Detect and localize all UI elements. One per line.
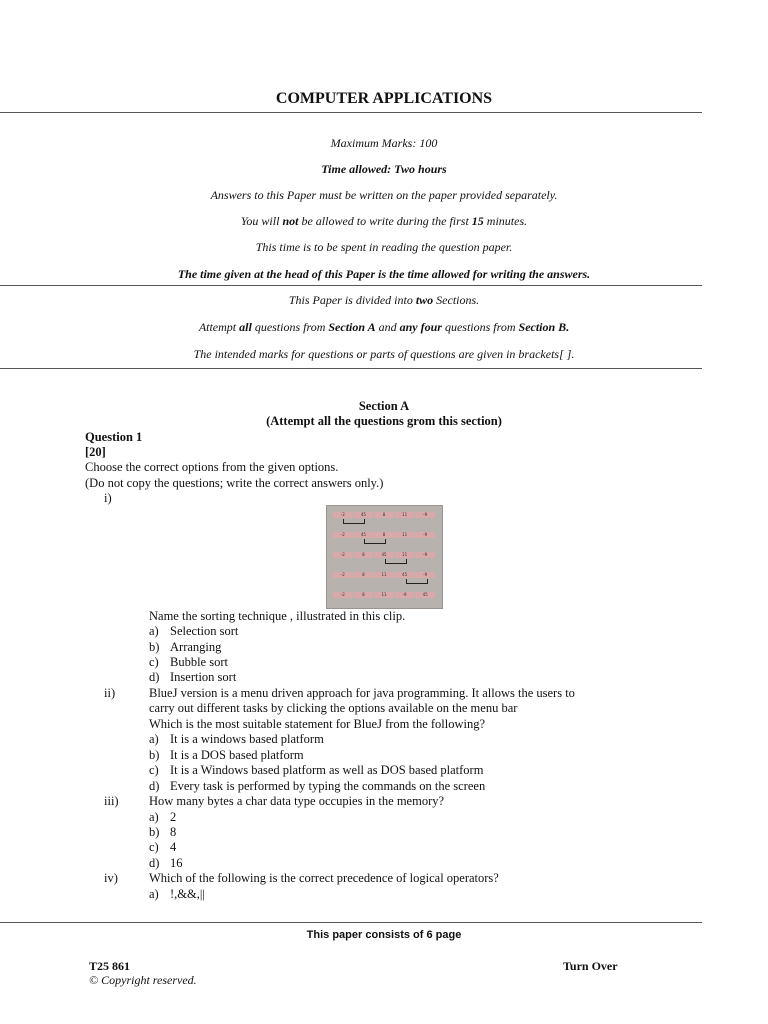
- clip-cell: 8: [354, 552, 375, 558]
- clip-cell: 8: [354, 572, 375, 578]
- clip-cell: -9: [415, 572, 436, 578]
- question-instruction: Choose the correct options from the given options.: [85, 460, 339, 474]
- clip-cell: 11: [395, 552, 416, 558]
- clip-row: [333, 572, 436, 578]
- clip-row: [333, 512, 436, 518]
- turn-over-note: Turn Over: [563, 959, 618, 973]
- clip-cell: 11: [374, 592, 395, 598]
- swap-connector: [364, 539, 386, 544]
- question-marks: [20]: [85, 445, 106, 459]
- instruction-line-5: This Paper is divided into two Sections.: [288, 293, 480, 307]
- question-text: carry out different tasks by clicking the options available on the menu bar: [149, 701, 518, 715]
- paper-title: COMPUTER APPLICATIONS: [275, 90, 493, 107]
- max-marks: Maximum Marks: 100: [330, 136, 438, 150]
- part-number: iii): [104, 794, 119, 808]
- page-count-note: This paper consists of 6 page: [306, 929, 462, 941]
- instruction-line-7: The intended marks for questions or parts of questions are given in brackets[ ].: [193, 347, 575, 361]
- instruction-line-6: Attempt all questions from Section A and any four questions from Section B.: [198, 320, 570, 334]
- clip-cell: 8: [374, 512, 395, 518]
- option: b) 8: [149, 825, 177, 839]
- clip-cell: 11: [395, 532, 416, 538]
- copyright: © Copyright reserved.: [89, 973, 197, 987]
- swap-connector: [385, 559, 407, 564]
- swap-connector: [406, 579, 428, 584]
- clip-cell: 8: [354, 592, 375, 598]
- clip-cell: 45: [354, 512, 375, 518]
- clip-row: [333, 552, 436, 558]
- clip-row: [333, 592, 436, 598]
- instruction-line-2: You will not be allowed to write during the first 15 minutes.: [240, 214, 528, 228]
- swap-connector: [343, 519, 365, 524]
- sorting-clip-image: [326, 505, 443, 609]
- clip-cell: 45: [374, 552, 395, 558]
- clip-cell: 45: [354, 532, 375, 538]
- section-title: Section A: [358, 399, 410, 413]
- question-label: Question 1: [85, 430, 143, 444]
- clip-cell: -9: [415, 512, 436, 518]
- divider: [0, 285, 702, 286]
- footer-divider: [0, 922, 702, 923]
- section-subtitle: (Attempt all the questions grom this section): [266, 414, 502, 428]
- instruction-line-1: Answers to this Paper must be written on the paper provided separately.: [210, 188, 558, 202]
- clip-cell: -2: [333, 512, 354, 518]
- option: a) !,&&,||: [149, 887, 205, 901]
- clip-cell: -9: [395, 592, 416, 598]
- clip-cell: 11: [374, 572, 395, 578]
- option: d) Insertion sort: [149, 670, 237, 684]
- question-text: How many bytes a char data type occupies in the memory?: [149, 794, 445, 808]
- option: d) 16: [149, 856, 183, 870]
- question-instruction: (Do not copy the questions; write the correct answers only.): [85, 476, 384, 490]
- clip-cell: -2: [333, 572, 354, 578]
- question-text: Name the sorting technique , illustrated in this clip.: [149, 609, 406, 623]
- clip-row: [333, 532, 436, 538]
- option: a) It is a windows based platform: [149, 732, 324, 746]
- paper-code: T25 861: [89, 959, 131, 973]
- question-text: BlueJ version is a menu driven approach for java programming. It allows the users to: [149, 686, 575, 700]
- option: b) It is a DOS based platform: [149, 748, 304, 762]
- part-number: iv): [104, 871, 118, 885]
- part-number: i): [104, 491, 112, 505]
- clip-cell: 11: [395, 512, 416, 518]
- clip-cell: 45: [415, 592, 436, 598]
- part-number: ii): [104, 686, 116, 700]
- option: a) 2: [149, 810, 177, 824]
- clip-cell: 8: [374, 532, 395, 538]
- divider: [0, 368, 702, 369]
- option: c) 4: [149, 840, 177, 854]
- clip-cell: -2: [333, 532, 354, 538]
- question-text: Which is the most suitable statement for BlueJ from the following?: [149, 717, 486, 731]
- clip-cell: -2: [333, 552, 354, 558]
- option: a) Selection sort: [149, 624, 239, 638]
- instruction-line-3: This time is to be spent in reading the question paper.: [255, 240, 513, 254]
- option: c) Bubble sort: [149, 655, 228, 669]
- divider: [0, 112, 702, 113]
- option: c) It is a Windows based platform as well as DOS based platform: [149, 763, 484, 777]
- time-allowed: Time allowed: Two hours: [321, 162, 447, 176]
- question-text: Which of the following is the correct precedence of logical operators?: [149, 871, 499, 885]
- clip-cell: -9: [415, 532, 436, 538]
- clip-cell: -2: [333, 592, 354, 598]
- clip-cell: -9: [415, 552, 436, 558]
- instruction-line-4: The time given at the head of this Paper is the time allowed for writing the answers.: [177, 267, 591, 281]
- clip-cell: 45: [395, 572, 416, 578]
- option: d) Every task is performed by typing the commands on the screen: [149, 779, 486, 793]
- option: b) Arranging: [149, 640, 222, 654]
